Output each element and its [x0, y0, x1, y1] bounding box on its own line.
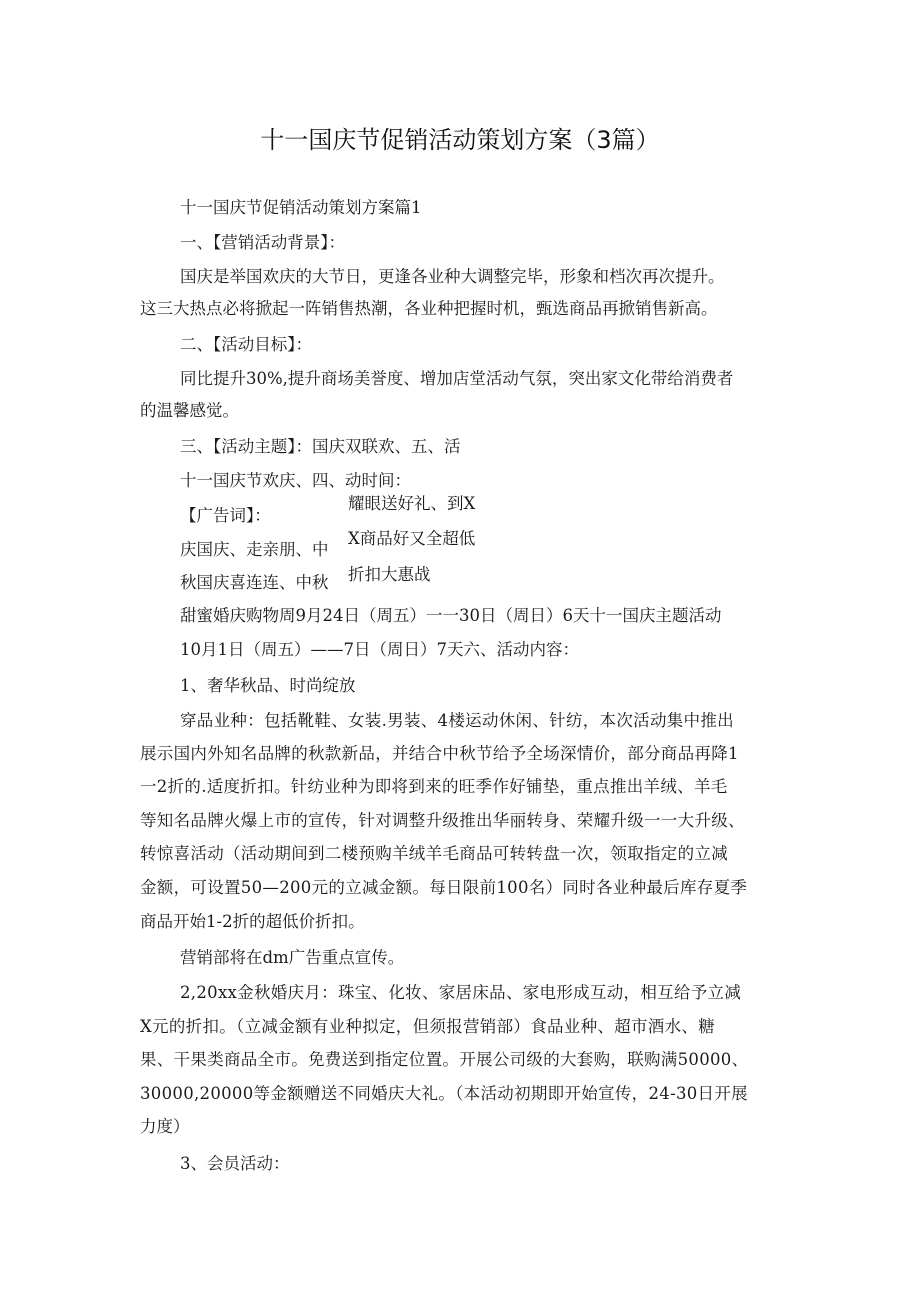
paragraph-line: 果、干果类商品全市。免费送到指定位置。开展公司级的大套购，联购满50000、	[140, 1050, 749, 1069]
section-subtitle: 十一国庆节促销活动策划方案篇1	[180, 198, 422, 217]
paragraph-line: 的温馨感觉。	[140, 401, 239, 420]
paragraph-line: 国庆是举国欢庆的大节日，更逢各业种大调整完毕，形象和档次再次提升。	[180, 267, 725, 286]
paragraph-line: 这三大热点必将掀起一阵销售热潮，各业种把握时机，甄选商品再掀销售新高。	[140, 299, 718, 318]
paragraph-line: 力度）	[140, 1117, 190, 1136]
paragraph-line: 十一国庆节欢庆、四、动时间：	[180, 471, 411, 490]
paragraph-line: 商品开始1-2折的超低价折扣。	[140, 912, 365, 931]
heading-theme: 三、【活动主题】：国庆双联欢、五、活	[180, 437, 461, 456]
heading-goal: 二、【活动目标】：	[180, 335, 312, 354]
paragraph-line: 甜蜜婚庆购物周9月24日（周五）一一30日（周日）6天十一国庆主题活动	[180, 606, 722, 625]
paragraph-line: 同比提升30%,提升商场美誉度、增加店堂活动气氛，突出家文化带给消费者	[180, 369, 734, 388]
ad-slogan-line: 庆国庆、走亲朋、中	[180, 540, 329, 559]
paragraph-line: 展示国内外知名品牌的秋款新品，并结合中秋节给予全场深情价，部分商品再降1	[140, 744, 739, 763]
ad-slogan-line: 折扣大惠战	[348, 565, 431, 584]
paragraph-line: 等知名品牌火爆上市的宣传，针对调整升级推出华丽转身、荣耀升级一一大升级、	[140, 811, 745, 830]
paragraph-line: 30000,20000等金额赠送不同婚庆大礼。（本活动初期即开始宣传，24-30日开展	[140, 1084, 748, 1103]
item-heading: 1、奢华秋品、时尚绽放	[180, 676, 356, 695]
paragraph-line: 转惊喜活动（活动期间到二楼预购羊绒羊毛商品可转转盘一次，领取指定的立减	[140, 844, 728, 863]
ad-slogan-line: 秋国庆喜连连、中秋	[180, 573, 329, 592]
ad-slogan-line: X商品好又全超低	[348, 529, 476, 548]
ad-slogan-label: 【广告词】：	[180, 506, 271, 525]
paragraph-line: 穿品业种：包括靴鞋、女装.男装、4楼运动休闲、针纺，本次活动集中推出	[180, 711, 734, 730]
paragraph-line: 10月1日（周五）——7日（周日）7天六、活动内容：	[180, 640, 579, 659]
item-heading: 3、会员活动：	[180, 1154, 290, 1173]
heading-background: 一、【营销活动背景】：	[180, 233, 345, 252]
ad-slogan-line: 耀眼送好礼、到X	[348, 494, 476, 513]
item-heading: 2,20xx金秋婚庆月：珠宝、化妆、家居床品、家电形成互动，相互给予立减	[180, 983, 742, 1002]
paragraph-line: 营销部将在dm广告重点宣传。	[180, 948, 405, 967]
paragraph-line: 金额，可设置50—200元的立减金额。每日限前100名）同时各业种最后库存夏季	[140, 878, 748, 897]
paragraph-line: X元的折扣。（立减金额有业种拟定，但须报营销部）食品业种、超市酒水、糖	[140, 1017, 715, 1036]
document-title: 十一国庆节促销活动策划方案（3篇）	[260, 126, 660, 154]
paragraph-line: 一2折的.适度折扣。针纺业种为即将到来的旺季作好铺垫，重点推出羊绒、羊毛	[140, 777, 728, 796]
